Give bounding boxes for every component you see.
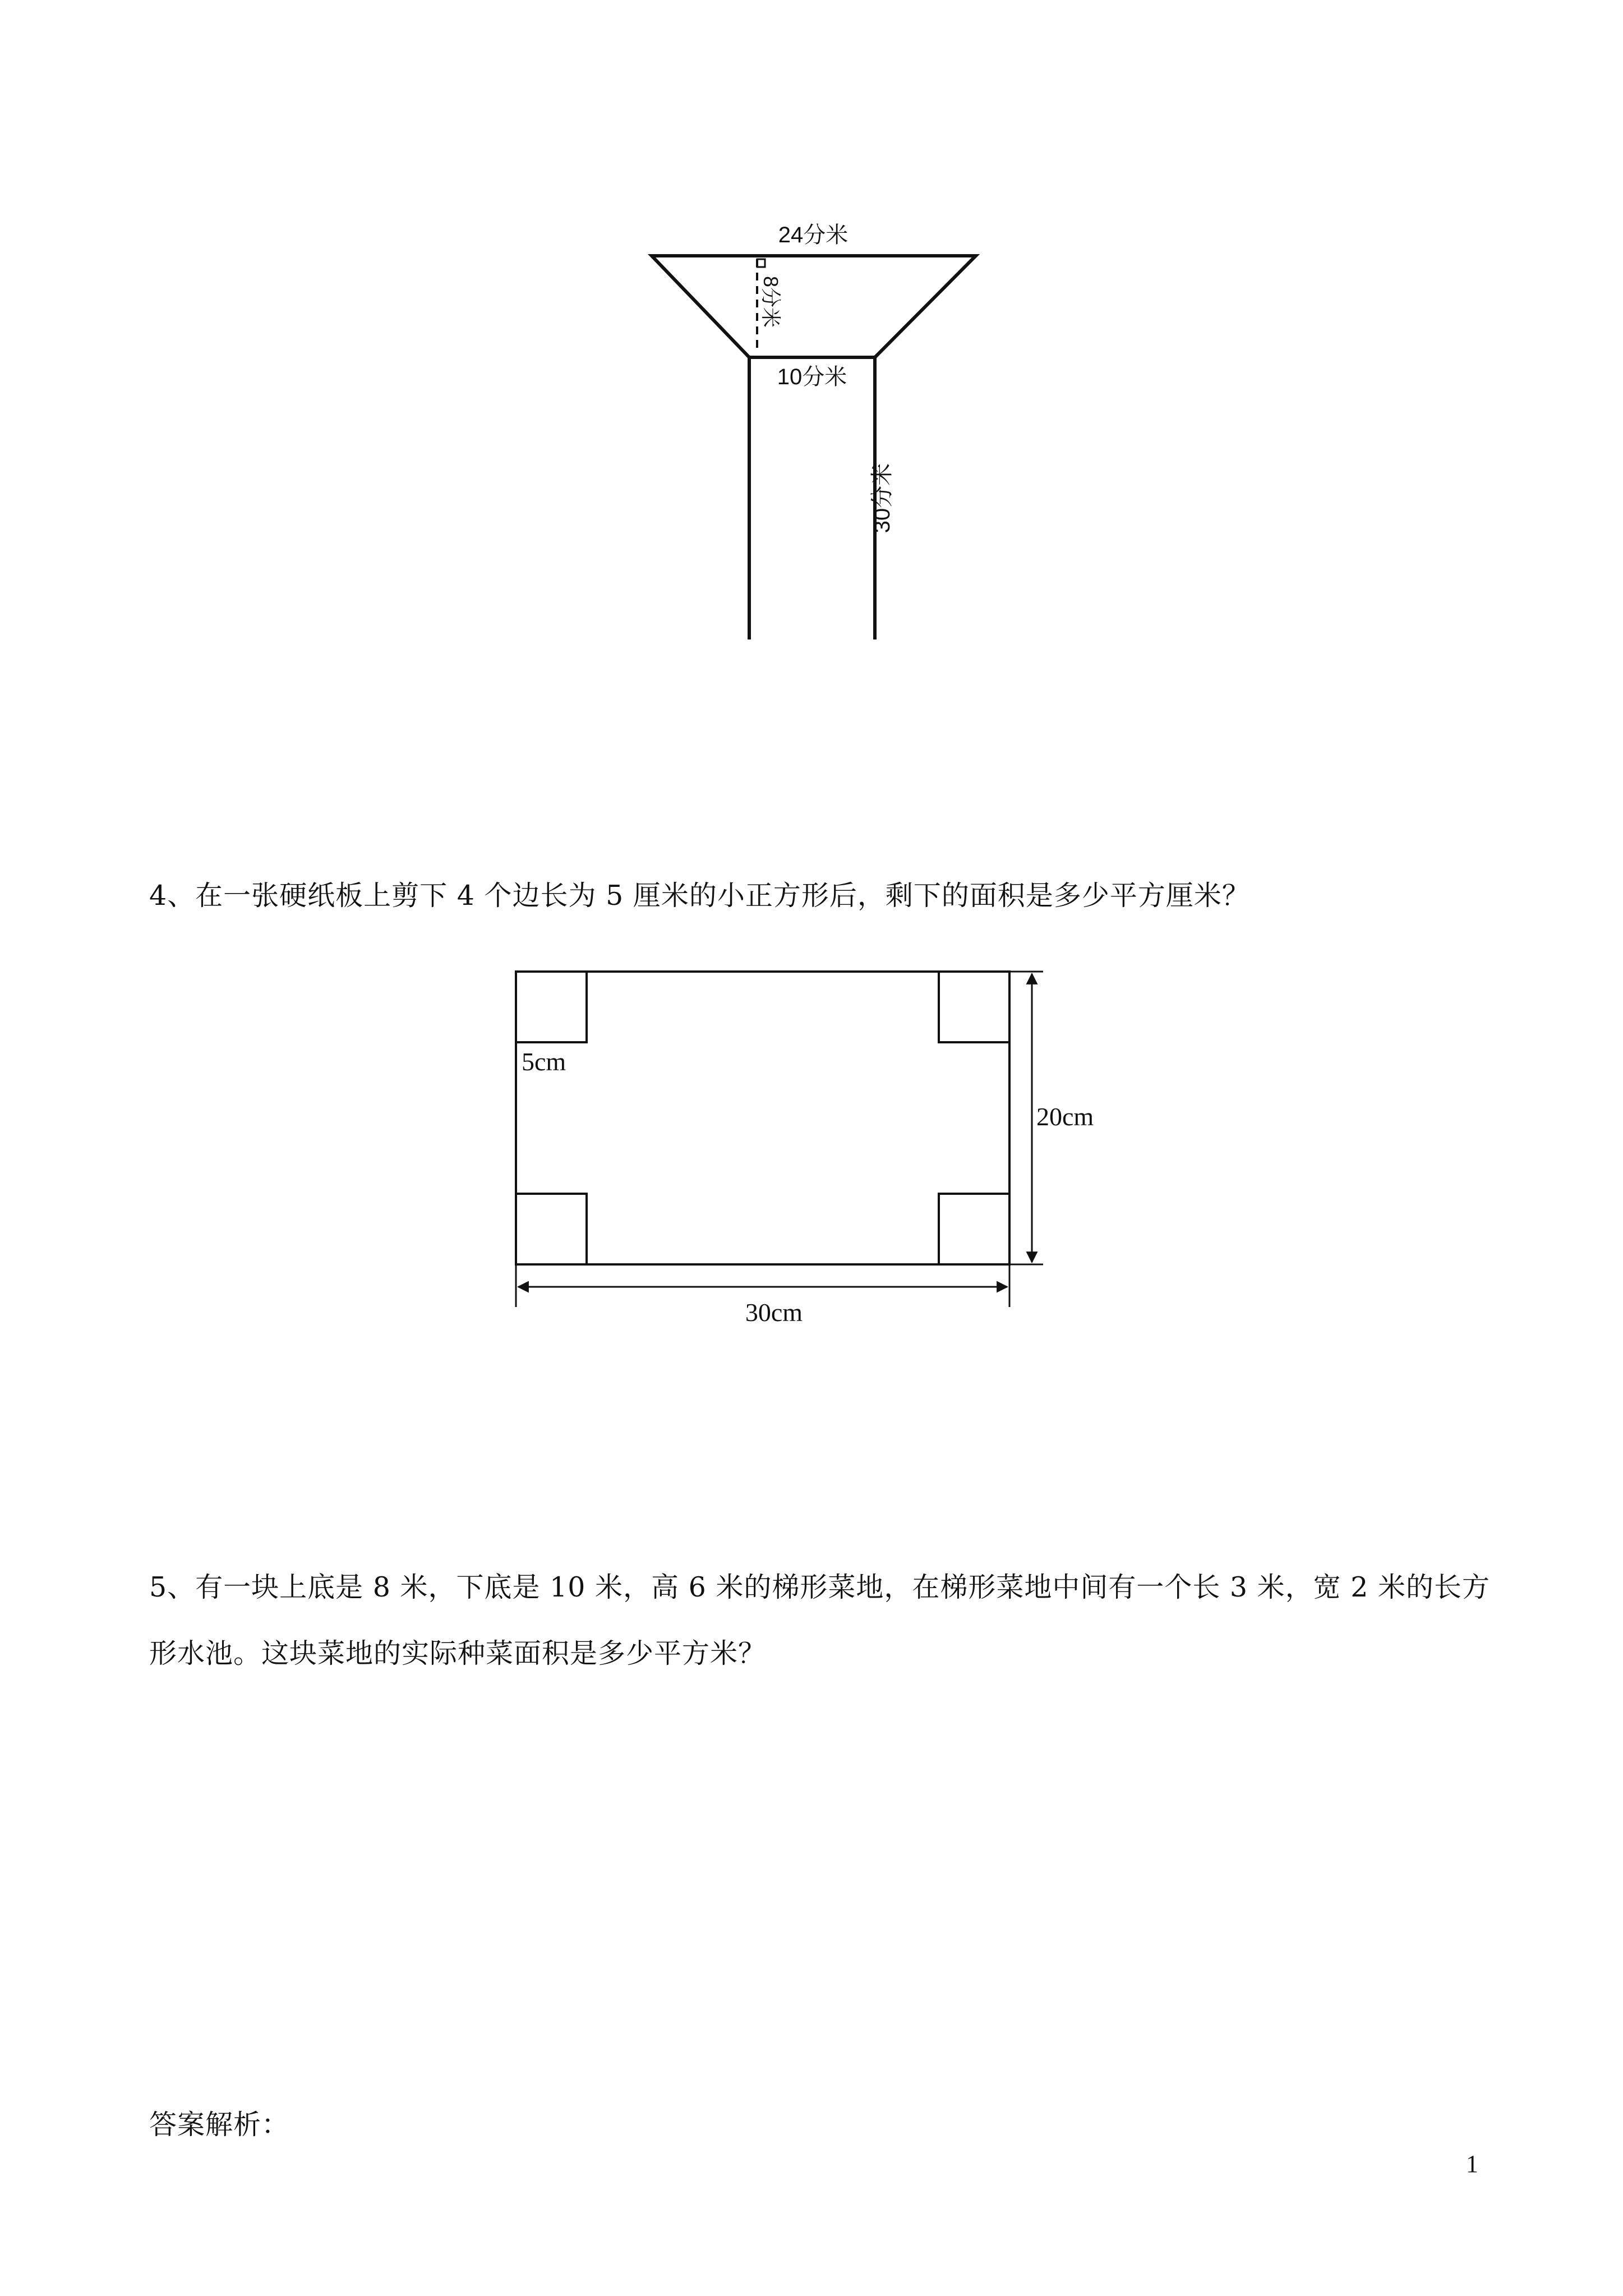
trapezoid-shape	[652, 256, 976, 357]
question-5-line-2: 形水池。这块菜地的实际种菜面积是多少平方米？	[149, 1637, 767, 1669]
corner-square-bottom-right	[939, 1194, 1009, 1264]
top-base-label: 24分米	[778, 223, 849, 247]
corner-square-top-left	[516, 972, 587, 1042]
page-number: 1	[1466, 2150, 1478, 2178]
height-dimension-label: 20cm	[1036, 1102, 1094, 1131]
cardboard-rectangle	[516, 972, 1009, 1264]
corner-square-top-right	[939, 972, 1009, 1042]
question-5-line-1: 5、有一块上底是 8 米，下底是 10 米，高 6 米的梯形菜地，在梯形菜地中间有一个长 3 米，宽 2 米的长方	[149, 1571, 1490, 1603]
rectangle-shape	[749, 357, 875, 639]
bottom-base-label: 10分米	[777, 365, 847, 389]
trapezoid-rectangle-figure	[639, 213, 987, 639]
right-angle-mark	[757, 259, 765, 267]
width-dimension-label: 30cm	[745, 1298, 803, 1327]
corner-square-bottom-left	[516, 1194, 587, 1264]
answer-analysis-heading: 答案解析：	[149, 2109, 290, 2141]
question-4-text: 4、在一张硬纸板上剪下 4 个边长为 5 厘米的小正方形后，剩下的面积是多少平方厘米？	[149, 880, 1250, 912]
corner-size-label: 5cm	[522, 1047, 566, 1076]
rectangle-length-label: 30分米	[870, 463, 895, 533]
height-label: 8分米	[759, 276, 782, 328]
cardboard-figure	[505, 959, 1122, 1329]
